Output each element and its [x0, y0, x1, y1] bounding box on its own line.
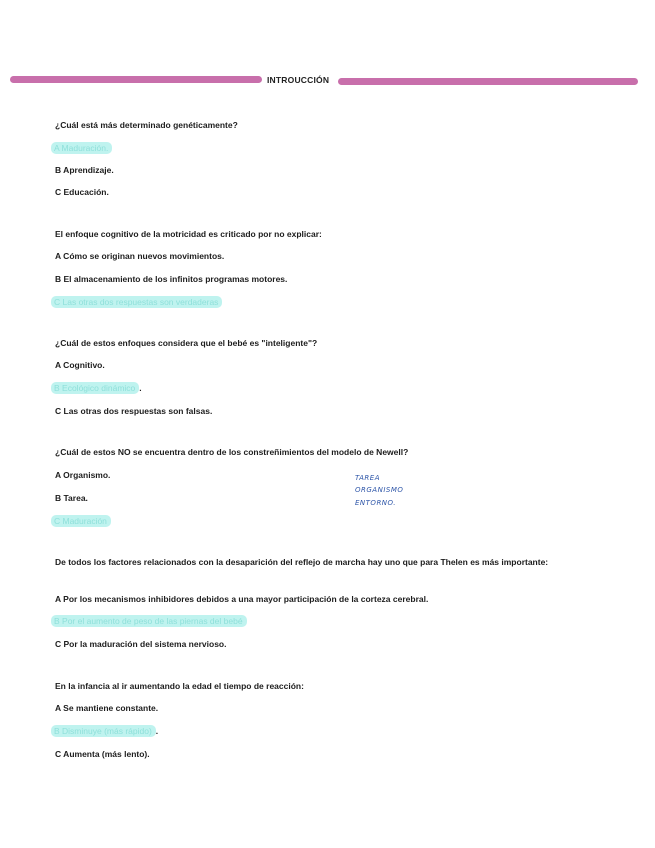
question-5: De todos los factores relacionados con la desaparición del reflejo de marcha hay uno que para Thelen es más importante:	[55, 557, 549, 567]
q3-option-a: A Cognitivo.	[55, 360, 105, 370]
question-6: En la infancia al ir aumentando la edad el tiempo de reacción:	[55, 681, 304, 691]
page-title: INTROUCCIÓN	[267, 75, 330, 85]
q6-option-a: A Se mantiene constante.	[55, 703, 159, 713]
q6-option-c: C Aumenta (más lento).	[55, 749, 150, 759]
q6-option-b: B Disminuye (más rápido) .	[55, 726, 158, 736]
question-3: ¿Cuál de estos enfoques considera que el bebé es "inteligente"?	[55, 338, 318, 348]
header-bar-left	[10, 76, 262, 83]
q1-option-c: C Educación.	[55, 187, 109, 197]
q2-option-a: A Cómo se originan nuevos movimientos.	[55, 251, 225, 261]
q4-option-a: A Organismo.	[55, 470, 111, 480]
header-bar-right	[338, 78, 638, 85]
q3-option-b: B Ecológico dinámico .	[55, 383, 142, 393]
q5-option-b	[55, 616, 247, 626]
highlighted-answer: C Las otras dos respuestas son verdaderas	[51, 296, 222, 308]
q4-option-b: B Tarea.	[55, 493, 88, 503]
highlighted-answer: A Maduración.	[51, 142, 112, 154]
handwritten-note-line-2: ORGANISMO	[355, 486, 404, 494]
q2-option-b: B El almacenamiento de los infinitos programas motores.	[55, 274, 288, 284]
q5-option-c: C Por la maduración del sistema nervioso.	[55, 639, 227, 649]
q1-option-b: B Aprendizaje.	[55, 165, 114, 175]
question-1: ¿Cuál está más determinado genéticamente?	[55, 120, 238, 130]
q3-option-c: C Las otras dos respuestas son falsas.	[55, 406, 213, 416]
question-2: El enfoque cognitivo de la motricidad es criticado por no explicar:	[55, 229, 322, 239]
q1-option-a	[55, 143, 112, 153]
q2-option-c	[55, 297, 222, 307]
q5-option-a: A Por los mecanismos inhibidores debidos a una mayor participación de la corteza cerebral.	[55, 594, 429, 604]
highlighted-answer: B Disminuye (más rápido)	[51, 725, 156, 737]
highlighted-answer: C Maduración	[51, 515, 111, 527]
handwritten-note-line-3: ENTORNO.	[355, 499, 396, 507]
handwritten-note-line-1: TAREA	[355, 474, 380, 482]
q4-option-c	[55, 516, 111, 526]
highlighted-answer: B Por el aumento de peso de las piernas del bebé	[51, 615, 247, 627]
question-4: ¿Cuál de estos NO se encuentra dentro de los constreñimientos del modelo de Newell?	[55, 447, 409, 457]
highlighted-answer: B Ecológico dinámico	[51, 382, 139, 394]
